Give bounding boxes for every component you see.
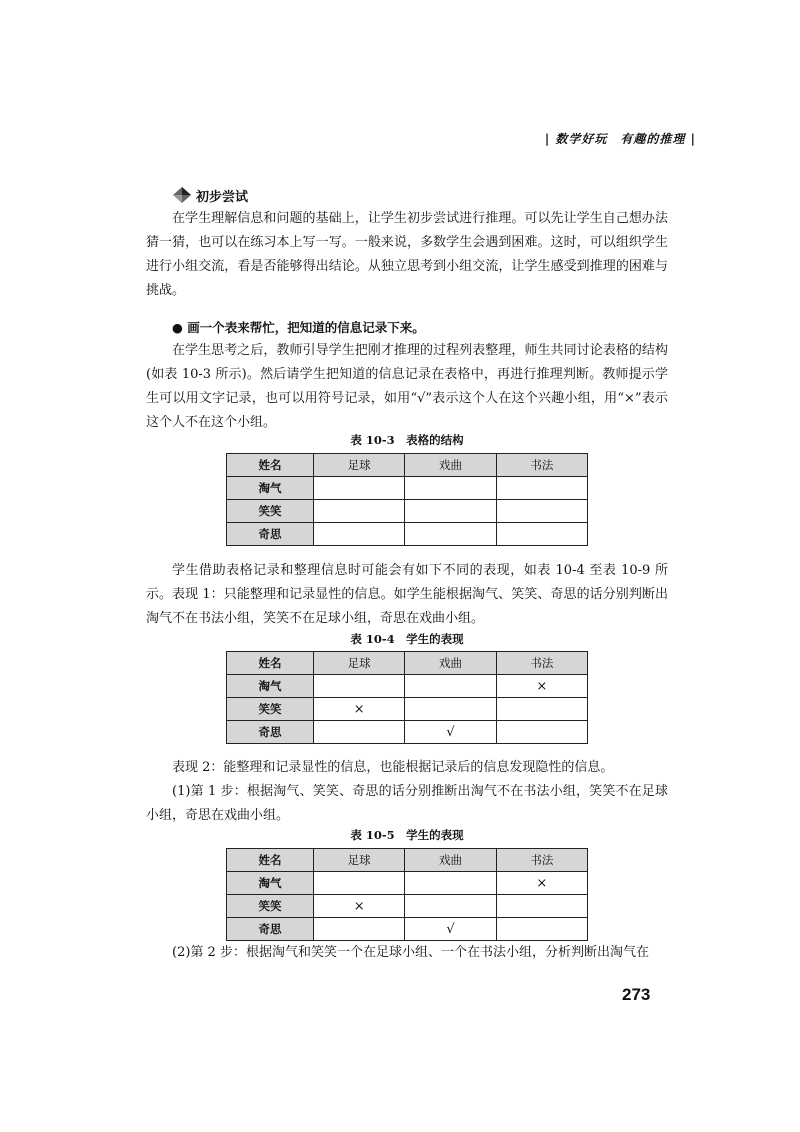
table-row: [227, 872, 588, 895]
table-cell: ×: [496, 675, 587, 698]
bullet-heading-text: 画一个表来帮忙，把知道的信息记录下来。: [187, 320, 425, 335]
table-cell: [496, 918, 587, 941]
name-cell: 笑笑: [227, 698, 314, 721]
name-cell: 奇思: [227, 721, 314, 744]
header-cell: 书法: [496, 454, 587, 477]
paragraph-4: 表现 1：只能整理和记录显性的信息。如学生能根据淘气、笑笑、奇思的话分别判断出淘气不在书法小组，笑笑不在足球小组，奇思在戏曲小组。: [146, 587, 668, 626]
table-10-3: [226, 453, 588, 546]
paragraph-5: 表现 2：能整理和记录显性的信息，也能根据记录后的信息发现隐性的信息。: [172, 760, 614, 775]
table-cell: [314, 721, 405, 744]
table-cell: [405, 895, 496, 918]
header-cell: 姓名: [227, 454, 314, 477]
table-cell: [405, 872, 496, 895]
table-cell: [314, 918, 405, 941]
table-cell: [314, 477, 405, 500]
table-cell: ×: [314, 895, 405, 918]
page-number: 273: [622, 985, 651, 1004]
table-row: [227, 523, 588, 546]
table-row: [227, 500, 588, 523]
paragraph-3: 学生借助表格记录和整理信息时可能会有如下不同的表现，如表 10-4 至表 10-9 所示。: [146, 563, 668, 602]
paragraph-6: (1)第 1 步：根据淘气、笑笑、奇思的话分别推断出淘气不在书法小组，笑笑不在足球小组，奇思在戏曲小组。: [146, 784, 668, 823]
table-cell: ×: [314, 698, 405, 721]
table-cell: [496, 698, 587, 721]
header-bar-right: |: [690, 132, 696, 146]
name-cell: 笑笑: [227, 895, 314, 918]
diamond-icon: [172, 186, 192, 204]
table-cell: ×: [496, 872, 587, 895]
header-cell: 书法: [496, 849, 587, 872]
table-cell: [496, 721, 587, 744]
name-cell: 奇思: [227, 918, 314, 941]
bullet-icon: ●: [172, 320, 183, 335]
header-cell: 戏曲: [405, 454, 496, 477]
header-bar-left: |: [544, 132, 551, 146]
bullet-heading: [172, 318, 425, 336]
table-10-3-caption: 表 10-3 表格的结构: [350, 433, 464, 447]
table-row: [227, 721, 588, 744]
paragraph-2: 在学生思考之后，教师引导学生把刚才推理的过程列表整理，师生共同讨论表格的结构(如表 10-3 所示)。然后请学生把知道的信息记录在表格中，再进行推理判断。教师提示学生可以用文字记录，也可以用符号记录，如用“√”表示这个人在这个兴趣小组，用“×”表示这个人不在这个小组。: [146, 343, 668, 430]
table-header-row: [227, 454, 588, 477]
name-cell: 奇思: [227, 523, 314, 546]
header-cell: 足球: [314, 652, 405, 675]
table-header-row: [227, 849, 588, 872]
table-cell: [405, 500, 496, 523]
table-header-row: [227, 652, 588, 675]
name-cell: 淘气: [227, 477, 314, 500]
table-row: [227, 698, 588, 721]
paragraph-7: (2)第 2 步：根据淘气和笑笑一个在足球小组、一个在书法小组，分析判断出淘气在: [172, 945, 649, 960]
table-10-5: [226, 848, 588, 941]
table-cell: [496, 523, 587, 546]
table-cell: [314, 523, 405, 546]
table-cell: [405, 523, 496, 546]
table-row: [227, 477, 588, 500]
header-cell: 书法: [496, 652, 587, 675]
paragraph-1: 在学生理解信息和问题的基础上，让学生初步尝试进行推理。可以先让学生自己想办法猜一猜，也可以在练习本上写一写。一般来说，多数学生会遇到困难。这时，可以组织学生进行小组交流，看是否能够得出结论。从独立思考到小组交流，让学生感受到推理的困难与挑战。: [146, 211, 668, 298]
header-cell: 戏曲: [405, 652, 496, 675]
table-cell: [405, 477, 496, 500]
section-title-text: 初步尝试: [196, 189, 249, 205]
running-header: [545, 130, 696, 147]
table-row: [227, 895, 588, 918]
header-cell: 姓名: [227, 652, 314, 675]
header-cell: 姓名: [227, 849, 314, 872]
name-cell: 淘气: [227, 675, 314, 698]
table-cell: [314, 872, 405, 895]
table-10-4-caption: 表 10-4 学生的表现: [350, 632, 464, 646]
table-cell: √: [405, 918, 496, 941]
name-cell: 淘气: [227, 872, 314, 895]
header-cell: 足球: [314, 849, 405, 872]
header-text: 数学好玩 有趣的推理: [555, 132, 686, 146]
table-cell: [496, 500, 587, 523]
table-row: [227, 675, 588, 698]
table-cell: [496, 477, 587, 500]
table-row: [227, 918, 588, 941]
table-cell: √: [405, 721, 496, 744]
table-10-5-caption: 表 10-5 学生的表现: [350, 828, 464, 842]
table-cell: [405, 698, 496, 721]
header-cell: 戏曲: [405, 849, 496, 872]
table-cell: [496, 895, 587, 918]
table-cell: [314, 500, 405, 523]
section-title: [172, 185, 248, 205]
table-cell: [405, 675, 496, 698]
name-cell: 笑笑: [227, 500, 314, 523]
header-cell: 足球: [314, 454, 405, 477]
table-10-4: [226, 651, 588, 744]
table-cell: [314, 675, 405, 698]
